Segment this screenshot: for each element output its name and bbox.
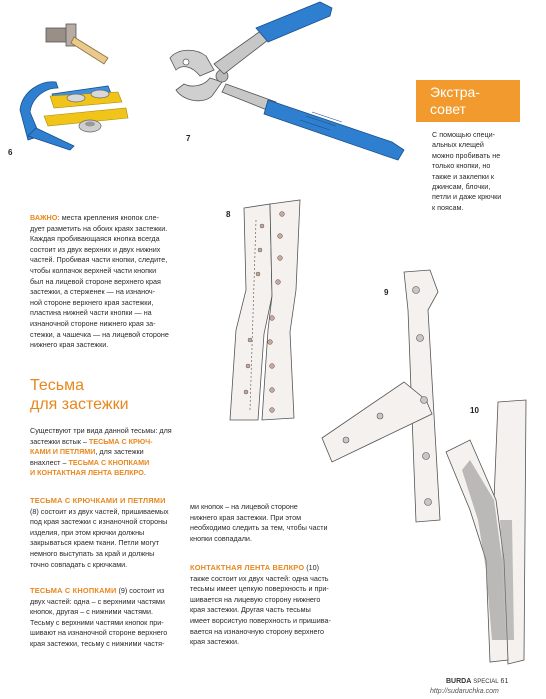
section-title-line: Тесьма <box>30 377 85 394</box>
important-line: застежки, а стерженек — на изнаноч- <box>30 287 156 297</box>
figure-number-7: 7 <box>186 134 191 143</box>
section-title-line: для застежки <box>30 396 129 413</box>
figure-number-8: 8 <box>226 210 231 219</box>
intro-text: внахлест – <box>30 457 69 467</box>
figure-number-10: 10 <box>470 406 479 415</box>
intro-highlight: ТЕСЬМА С КРЮЧ- <box>88 436 153 446</box>
snaps-line: кнопок, другая – с нижними частями. <box>30 607 153 617</box>
hooks-line: изделия, при этом крючки должны <box>30 527 145 537</box>
snaps-line: Тесьму с верхними частями кнопок при- <box>30 617 164 627</box>
tip-line: альных клещей <box>432 140 484 150</box>
snaps-line: нижнего края застежки. При этом <box>190 512 302 522</box>
intro-text: , для застежки <box>95 447 144 457</box>
tip-line: только кнопки, но <box>432 161 491 171</box>
velcro-line: также состоит их двух частей: одна часть <box>190 573 329 583</box>
snaps-continuation <box>190 502 360 544</box>
watermark-url: http://sudaruchka.com <box>430 688 499 695</box>
footer-brand: BURDA <box>446 678 472 685</box>
important-line: чтобы колпачок верхней части кнопки <box>30 265 157 275</box>
tip-line: к поясам. <box>432 202 464 212</box>
tip-title-line: Экстра- <box>430 84 480 100</box>
snaps-line: ми кнопок – на лицевой стороне <box>190 502 298 511</box>
important-line: ной стороне верхнего края застежки, <box>30 297 154 307</box>
intro-text: застежки встык – <box>30 436 89 446</box>
velcro-line: края застежки. <box>190 637 240 647</box>
hooks-heading: ТЕСЬМА С КРЮЧКАМИ И ПЕТЛЯМИ <box>30 496 166 505</box>
intro-highlight: КАМИ И ПЕТЛЯМИ <box>30 447 96 457</box>
snaps-paragraph <box>30 586 215 650</box>
velcro-paragraph <box>190 563 365 648</box>
important-line: состоит из двух верхних и двух нижних <box>30 244 161 254</box>
velcro-line: имеет ворсистую поверхность и пришива- <box>190 615 331 625</box>
snaps-line: края застежки, тесьму с нижними частя- <box>30 638 165 648</box>
important-line: был на лицевой стороне верхнего края <box>30 276 161 286</box>
anvil-tool-icon <box>20 82 128 150</box>
intro-highlight: ТЕСЬМА С КНОПКАМИ <box>68 457 150 467</box>
snap-tape-icon <box>322 270 440 522</box>
important-line: Каждая пробивающаяся кнопка всегда <box>30 234 160 244</box>
page-footer <box>446 678 508 685</box>
important-line: стежки, а чашечка — на лицевой стороне <box>30 329 169 339</box>
intro-line: Существуют три вида данной тесьмы: для <box>30 426 172 435</box>
hammer-icon <box>46 24 108 64</box>
hooks-line: точно совпадать с крючками. <box>30 559 128 569</box>
tip-line: С помощью специ- <box>432 130 496 139</box>
pliers-icon <box>170 2 404 160</box>
important-line: изнаночной стороне нижнего края за- <box>30 318 156 328</box>
section-title <box>30 376 129 414</box>
hooks-line: (8) состоит из двух частей, пришиваемых <box>30 506 169 516</box>
snaps-line: необходимо следить за тем, чтобы части <box>190 523 328 533</box>
important-line: частей. Пробивая части кнопки, следите, <box>30 255 168 265</box>
velcro-line: шивается на лицевую сторону нижнего <box>190 594 321 604</box>
tip-line: можно пробивать не <box>432 150 501 160</box>
snaps-line: шивают на изнаночной стороне верхнего <box>30 628 168 638</box>
tip-title <box>430 84 480 118</box>
tip-line: петли и даже крючки <box>432 192 502 202</box>
hooks-line: немного выступать за край и должны <box>30 548 155 558</box>
snaps-heading: ТЕСЬМА С КНОПКАМИ <box>30 586 117 595</box>
important-line: места крепления кнопок сле- <box>59 213 159 222</box>
hooks-line: закрываться краем ткани. Петли могут <box>30 538 160 548</box>
hooks-line: под края застежки с изнаночной стороны <box>30 517 168 527</box>
tip-line: также и заклепки к <box>432 171 495 181</box>
snaps-line: кнопки совпадали. <box>190 533 252 543</box>
page-number: 61 <box>500 678 509 685</box>
velcro-line: тесьмы имеет цепкую поверхность и при- <box>190 584 329 594</box>
important-line: нижнего края застежки. <box>30 340 109 350</box>
intro-text: . <box>143 468 146 478</box>
tip-title-line: совет <box>430 101 466 117</box>
figure-number-9: 9 <box>384 288 389 297</box>
intro-highlight: И КОНТАКТНАЯ ЛЕНТА ВЕЛКРО <box>30 468 144 478</box>
important-line: пластина нижней части кнопки — на <box>30 308 152 318</box>
important-label: ВАЖНО: <box>30 213 60 222</box>
figure-number-6: 6 <box>8 148 13 157</box>
tip-text <box>432 130 524 213</box>
intro-paragraph <box>30 426 210 479</box>
footer-special: SPECIAL <box>473 679 499 685</box>
important-line: дует разметить на обоих краях застежки. <box>30 223 168 233</box>
hooks-paragraph <box>30 496 215 570</box>
hook-tape-icon <box>230 200 300 420</box>
velcro-line: края застежки. Другая часть тесьмы <box>190 605 311 615</box>
velcro-line: (10) <box>304 563 320 572</box>
important-paragraph <box>30 213 220 351</box>
snaps-line: (9) состоит из <box>116 586 165 595</box>
velcro-tape-icon <box>446 400 526 664</box>
velcro-line: вается на изнаночную сторону верхнего <box>190 626 324 636</box>
velcro-heading: КОНТАКТНАЯ ЛЕНТА ВЕЛКРО <box>190 563 305 572</box>
snaps-line: двух частей: одна – с верхними частями <box>30 596 165 606</box>
tip-line: джинсам, блочки, <box>432 182 491 192</box>
